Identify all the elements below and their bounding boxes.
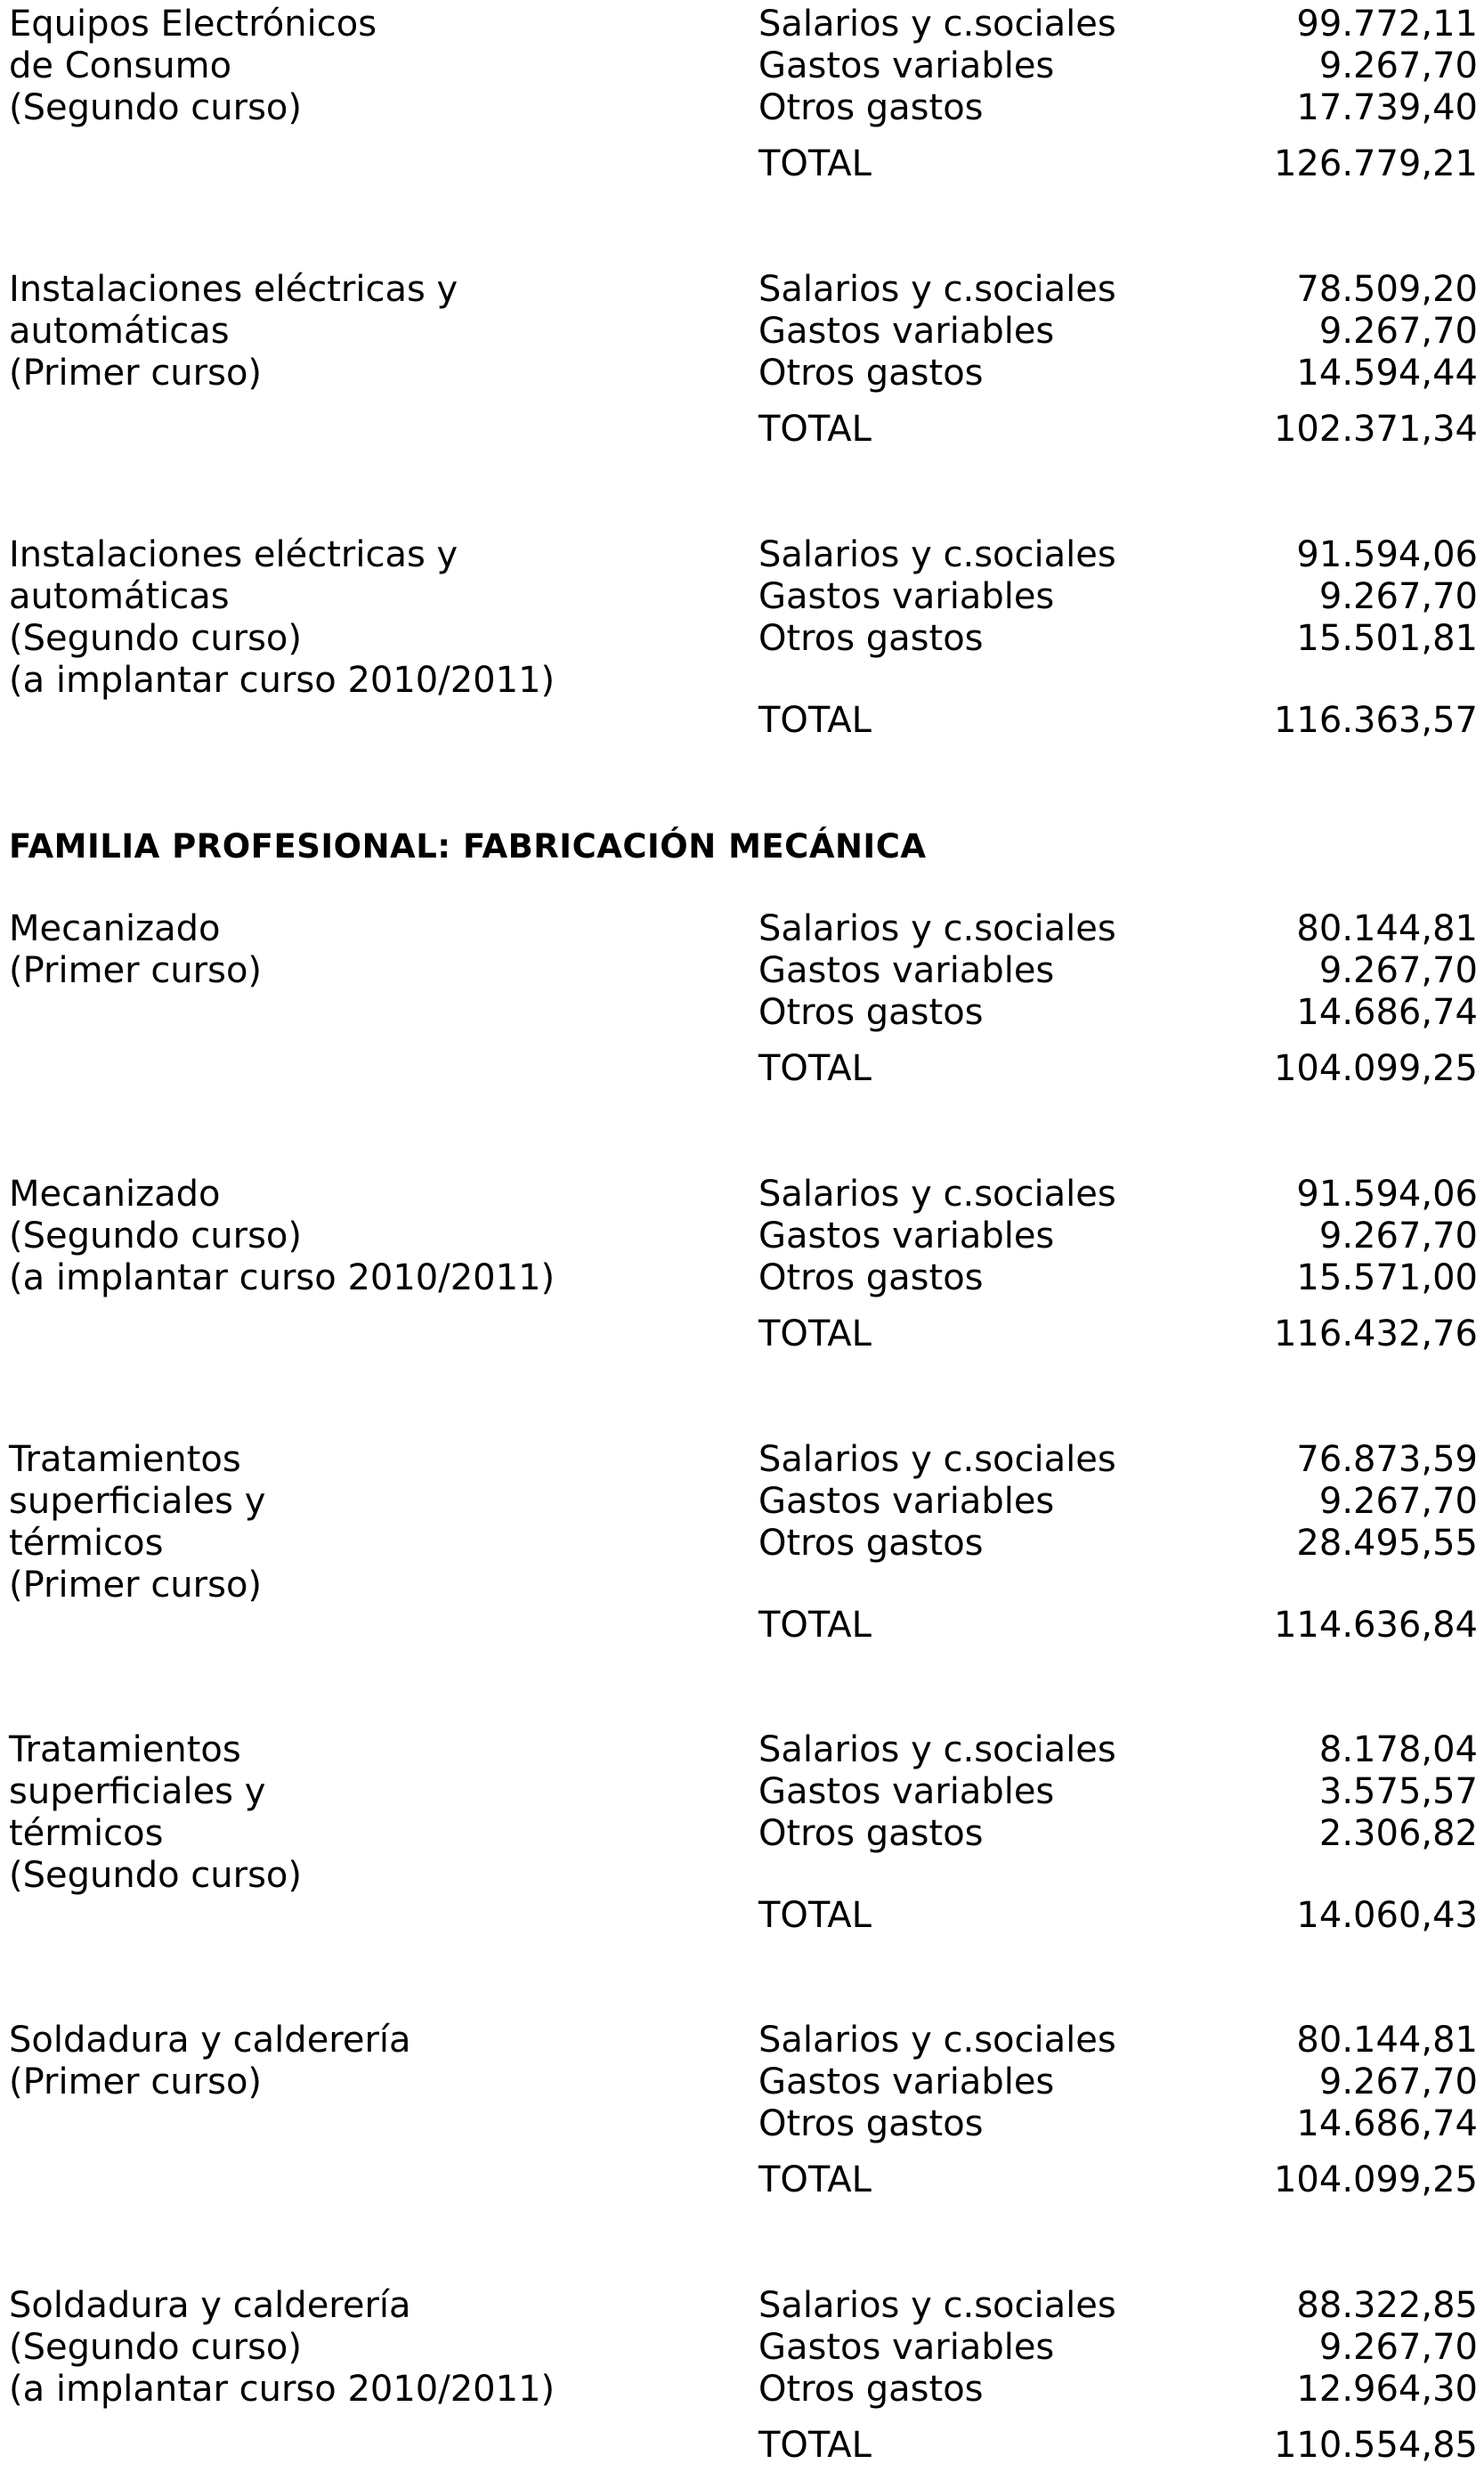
cycle-line: Tratamientos xyxy=(9,1439,241,1480)
cost-row xyxy=(758,1771,1478,1813)
cost-amount: 28.495,55 xyxy=(1296,1523,1478,1564)
cycle-description xyxy=(9,1439,739,1606)
cost-amount: 9.267,70 xyxy=(1318,576,1478,617)
total-row xyxy=(758,1048,1478,1090)
cycle-line: (Primer curso) xyxy=(9,353,263,394)
total-label: TOTAL xyxy=(758,1313,872,1354)
cost-row xyxy=(758,87,1478,129)
cost-row xyxy=(758,1257,1478,1299)
cost-amount: 9.267,70 xyxy=(1318,950,1478,991)
cost-amount: 14.686,74 xyxy=(1296,992,1478,1033)
cost-label: Gastos variables xyxy=(758,1481,1055,1522)
cost-row xyxy=(758,1174,1478,1216)
cost-row xyxy=(758,311,1478,353)
cost-items xyxy=(758,1439,1478,1647)
cycle-line: superficiales y xyxy=(9,1771,266,1812)
cost-row xyxy=(758,950,1478,992)
cost-label: Gastos variables xyxy=(758,1771,1055,1812)
cost-amount: 99.772,11 xyxy=(1296,4,1478,45)
cycle-line: Soldadura y calderería xyxy=(9,2285,411,2326)
cycle-line: térmicos xyxy=(9,1813,164,1854)
total-row xyxy=(758,1313,1478,1355)
cost-label: Gastos variables xyxy=(758,2327,1055,2368)
total-label: TOTAL xyxy=(758,2159,872,2200)
cost-amount: 15.571,00 xyxy=(1296,1257,1478,1298)
cost-label: Gastos variables xyxy=(758,576,1055,617)
cost-label: Otros gastos xyxy=(758,87,984,128)
cost-amount: 9.267,70 xyxy=(1318,2061,1478,2102)
cost-row xyxy=(758,2327,1478,2369)
total-amount: 110.554,85 xyxy=(1273,2425,1478,2466)
cost-row xyxy=(758,353,1478,394)
total-row xyxy=(758,1605,1478,1647)
cost-label: Salarios y c.sociales xyxy=(758,4,1116,45)
cost-amount: 9.267,70 xyxy=(1318,1481,1478,1522)
cost-row xyxy=(758,2061,1478,2103)
cycle-description xyxy=(9,2020,739,2103)
cost-row xyxy=(758,1216,1478,1257)
cost-label: Salarios y c.sociales xyxy=(758,1174,1116,1215)
cost-items xyxy=(758,534,1478,742)
cycle-line: (a implantar curso 2010/2011) xyxy=(9,2369,555,2410)
cost-label: Salarios y c.sociales xyxy=(758,534,1116,575)
cost-row xyxy=(758,2285,1478,2327)
cycle-line: Mecanizado xyxy=(9,908,221,949)
cost-amount: 14.686,74 xyxy=(1296,2103,1478,2144)
cost-row xyxy=(758,1481,1478,1523)
cost-label: Otros gastos xyxy=(758,2103,984,2144)
cost-items xyxy=(758,908,1478,1090)
cost-label: Otros gastos xyxy=(758,1257,984,1298)
cost-label: Salarios y c.sociales xyxy=(758,908,1116,949)
cost-row xyxy=(758,992,1478,1034)
cycle-description xyxy=(9,1174,739,1299)
total-label: TOTAL xyxy=(758,1895,872,1936)
cycle-line: Instalaciones eléctricas y xyxy=(9,269,458,310)
cost-amount: 80.144,81 xyxy=(1296,2020,1478,2061)
cost-row xyxy=(758,1813,1478,1855)
cycle-line: térmicos xyxy=(9,1523,164,1564)
total-row xyxy=(758,1895,1478,1937)
cost-items xyxy=(758,2020,1478,2201)
cycle-line: (Segundo curso) xyxy=(9,618,302,659)
cost-label: Gastos variables xyxy=(758,45,1055,86)
cost-items xyxy=(758,269,1478,451)
total-row xyxy=(758,2425,1478,2467)
cost-amount: 15.501,81 xyxy=(1296,618,1478,659)
cost-amount: 88.322,85 xyxy=(1296,2285,1478,2326)
cost-label: Salarios y c.sociales xyxy=(758,1439,1116,1480)
cost-label: Salarios y c.sociales xyxy=(758,2285,1116,2326)
cycle-line: (Primer curso) xyxy=(9,1565,263,1606)
cost-amount: 76.873,59 xyxy=(1296,1439,1478,1480)
total-amount: 116.432,76 xyxy=(1273,1313,1478,1354)
cycle-line: (Segundo curso) xyxy=(9,2327,302,2368)
total-amount: 102.371,34 xyxy=(1273,409,1478,450)
cycle-description xyxy=(9,908,739,992)
cycle-description xyxy=(9,1729,739,1897)
cost-label: Gastos variables xyxy=(758,2061,1055,2102)
cost-label: Otros gastos xyxy=(758,1813,984,1854)
cycle-description xyxy=(9,2285,739,2411)
total-row xyxy=(758,700,1478,742)
cycle-line: Tratamientos xyxy=(9,1729,241,1770)
cycle-line: superficiales y xyxy=(9,1481,266,1522)
cost-label: Otros gastos xyxy=(758,618,984,659)
cost-amount: 9.267,70 xyxy=(1318,2327,1478,2368)
cycle-line: Soldadura y calderería xyxy=(9,2020,411,2061)
cost-amount: 14.594,44 xyxy=(1296,353,1478,394)
total-amount: 104.099,25 xyxy=(1273,1048,1478,1089)
cost-label: Otros gastos xyxy=(758,1523,984,1564)
cycle-line: (Segundo curso) xyxy=(9,87,302,128)
cycle-line: (Primer curso) xyxy=(9,2061,263,2102)
cost-row xyxy=(758,618,1478,660)
cost-amount: 91.594,06 xyxy=(1296,1174,1478,1215)
section-heading: FAMILIA PROFESIONAL: FABRICACIÓN MECÁNICA xyxy=(9,827,927,866)
cost-amount: 2.306,82 xyxy=(1318,1813,1478,1854)
cost-items xyxy=(758,1174,1478,1355)
cost-amount: 9.267,70 xyxy=(1318,1216,1478,1256)
total-row xyxy=(758,143,1478,185)
total-amount: 114.636,84 xyxy=(1273,1605,1478,1646)
total-amount: 116.363,57 xyxy=(1273,700,1478,741)
cost-row xyxy=(758,576,1478,618)
cycle-line: (Segundo curso) xyxy=(9,1855,302,1896)
total-row xyxy=(758,2159,1478,2201)
cycle-line: de Consumo xyxy=(9,45,232,86)
cycle-line: automáticas xyxy=(9,311,230,352)
cost-amount: 9.267,70 xyxy=(1318,311,1478,352)
cycle-line: (a implantar curso 2010/2011) xyxy=(9,1257,555,1298)
total-label: TOTAL xyxy=(758,1605,872,1646)
cost-items xyxy=(758,2285,1478,2467)
total-label: TOTAL xyxy=(758,1048,872,1089)
cost-row xyxy=(758,908,1478,950)
total-label: TOTAL xyxy=(758,409,872,450)
total-amount: 126.779,21 xyxy=(1273,143,1478,184)
total-amount: 104.099,25 xyxy=(1273,2159,1478,2200)
cost-amount: 9.267,70 xyxy=(1318,45,1478,86)
cost-amount: 8.178,04 xyxy=(1318,1729,1478,1770)
cost-row xyxy=(758,2369,1478,2411)
cycle-line: (a implantar curso 2010/2011) xyxy=(9,660,555,701)
cost-label: Gastos variables xyxy=(758,311,1055,352)
cost-row xyxy=(758,1729,1478,1771)
cost-row xyxy=(758,4,1478,45)
cost-amount: 78.509,20 xyxy=(1296,269,1478,310)
cycle-line: Instalaciones eléctricas y xyxy=(9,534,458,575)
cost-label: Salarios y c.sociales xyxy=(758,269,1116,310)
cost-label: Salarios y c.sociales xyxy=(758,2020,1116,2061)
cost-items xyxy=(758,4,1478,185)
cost-label: Gastos variables xyxy=(758,1216,1055,1256)
cycle-line: (Primer curso) xyxy=(9,950,263,991)
cost-label: Gastos variables xyxy=(758,950,1055,991)
total-label: TOTAL xyxy=(758,2425,872,2466)
cost-amount: 17.739,40 xyxy=(1296,87,1478,128)
cost-row xyxy=(758,1523,1478,1565)
cost-amount: 12.964,30 xyxy=(1296,2369,1478,2410)
cost-amount: 3.575,57 xyxy=(1318,1771,1478,1812)
cost-label: Otros gastos xyxy=(758,2369,984,2410)
cycle-description xyxy=(9,269,739,394)
cycle-line: Mecanizado xyxy=(9,1174,221,1215)
cost-label: Otros gastos xyxy=(758,353,984,394)
cycle-line: (Segundo curso) xyxy=(9,1216,302,1256)
cost-row xyxy=(758,2020,1478,2061)
cost-row xyxy=(758,1439,1478,1481)
cost-amount: 80.144,81 xyxy=(1296,908,1478,949)
cost-row xyxy=(758,2103,1478,2145)
total-row xyxy=(758,409,1478,451)
cost-label: Otros gastos xyxy=(758,992,984,1033)
total-label: TOTAL xyxy=(758,700,872,741)
cost-items xyxy=(758,1729,1478,1937)
total-amount: 14.060,43 xyxy=(1296,1895,1478,1936)
cycle-line: automáticas xyxy=(9,576,230,617)
cost-row xyxy=(758,534,1478,576)
cycle-description xyxy=(9,4,739,129)
cost-row xyxy=(758,45,1478,87)
cycle-description xyxy=(9,534,739,702)
total-label: TOTAL xyxy=(758,143,872,184)
cost-row xyxy=(758,269,1478,311)
cost-amount: 91.594,06 xyxy=(1296,534,1478,575)
cost-label: Salarios y c.sociales xyxy=(758,1729,1116,1770)
cycle-line: Equipos Electrónicos xyxy=(9,4,377,45)
